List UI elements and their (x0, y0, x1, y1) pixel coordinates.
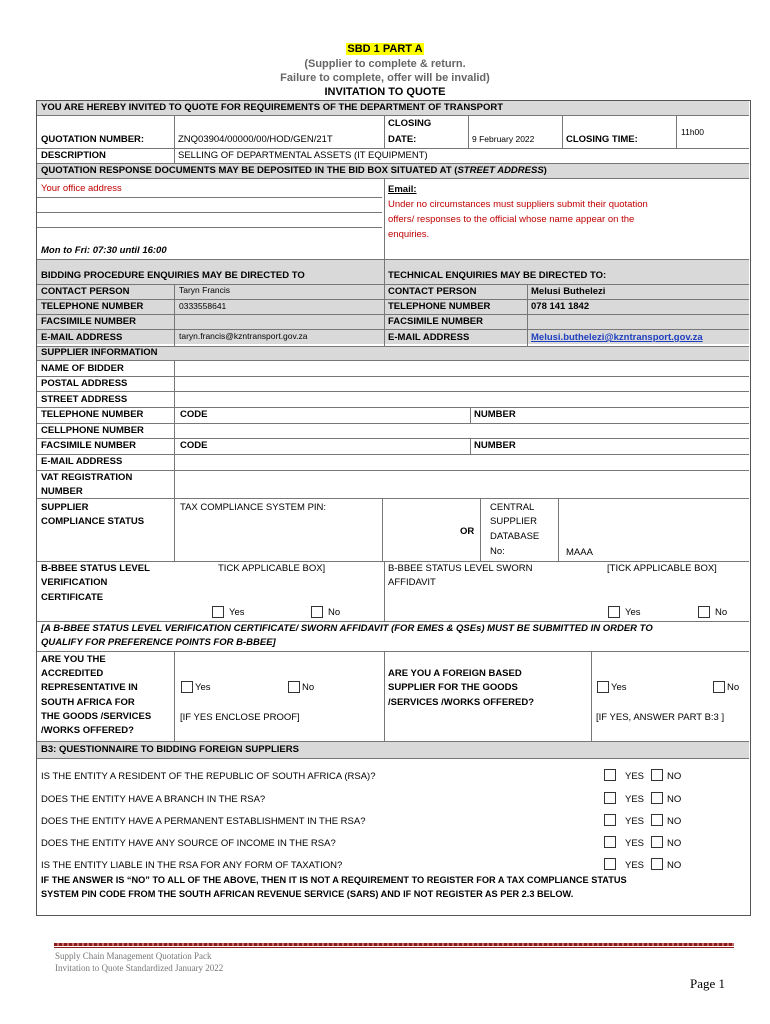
closing-date-label-2: DATE: (388, 134, 417, 145)
question-establishment-yes-checkbox[interactable] (604, 814, 616, 826)
telephone-number-label: NUMBER (474, 409, 516, 420)
bbbee-affidavit-label-2: AFFIDAVIT (388, 577, 436, 588)
question-resident-yes-label: YES (625, 771, 645, 782)
footer-rule (54, 943, 734, 946)
question-resident-yes-checkbox[interactable] (604, 769, 616, 781)
question-taxation: IS THE ENTITY LIABLE IN THE RSA FOR ANY FORM OF TAXATION? (41, 860, 343, 871)
bidding-phone-value: 0333558641 (179, 301, 227, 311)
tech-email-link[interactable]: Melusi.buthelezi@kzntransport.gov.za (531, 332, 703, 343)
email-note-2: offers/ responses to the official whose name appear on the (388, 214, 635, 225)
question-taxation-no-label: NO (667, 860, 682, 871)
bidding-email-value[interactable]: taryn.francis@kzntransport.gov.za (179, 331, 308, 341)
footer-pack-title: Supply Chain Management Quotation Pack (55, 951, 212, 961)
bbbee-affidavit-tick-instruction: [TICK APPLICABLE BOX] (607, 563, 717, 574)
invite-banner: YOU ARE HEREBY INVITED TO QUOTE FOR REQUIREMENTS OF THE DEPARTMENT OF TRANSPORT (41, 102, 504, 113)
bidding-enquiries-header: BIDDING PROCEDURE ENQUIRIES MAY BE DIRECTED TO (41, 270, 305, 281)
accredited-label-2: ACCREDITED (41, 668, 104, 679)
supplier-email-label: E-MAIL ADDRESS (41, 456, 123, 467)
csd-prefix: MAAA (566, 547, 593, 558)
vat-label-2: NUMBER (41, 486, 83, 497)
accredited-label-6: /WORKS OFFERED? (41, 725, 134, 736)
bidding-contact-value: Taryn Francis (179, 285, 231, 295)
closing-date-label: CLOSING (388, 118, 432, 129)
foreign-part-b3-note: [IF YES, ANSWER PART B:3 ] (596, 712, 725, 723)
compliance-label: SUPPLIER (41, 502, 89, 513)
questionnaire-conclusion: IF THE ANSWER IS “NO” TO ALL OF THE ABOVE, THEN IT IS NOT A REQUIREMENT TO REGISTER FOR A TAX COMPLIANCE STATUS (41, 875, 627, 885)
accredited-label-3: REPRESENTATIVE IN (41, 682, 138, 693)
question-income-no-checkbox[interactable] (651, 836, 663, 848)
email-note-3: enquiries. (388, 229, 430, 240)
bbbee-affidavit-yes-checkbox[interactable] (608, 606, 620, 618)
email-note-1: Under no circumstances must suppliers submit their quotation (388, 199, 648, 210)
question-income-yes-label: YES (625, 838, 645, 849)
question-establishment-yes-label: YES (625, 816, 645, 827)
bbbee-cert-yes-checkbox[interactable] (212, 606, 224, 618)
street-address-label: STREET ADDRESS (41, 394, 128, 405)
tech-phone-value: 078 141 1842 (531, 301, 590, 312)
bbbee-cert-label-2: VERIFICATION (41, 577, 108, 588)
form-code: SBD 1 PART A (347, 43, 423, 55)
bbbee-affidavit-yes-label: Yes (625, 607, 641, 618)
bbbee-cert-no-checkbox[interactable] (311, 606, 323, 618)
foreign-no-checkbox[interactable] (713, 681, 725, 693)
foreign-no-label: No (727, 682, 740, 693)
accredited-label: ARE YOU THE (41, 654, 106, 665)
form-subtitle-2: Failure to complete, offer will be invalid) (280, 72, 490, 84)
question-establishment-no-checkbox[interactable] (651, 814, 663, 826)
foreign-supplier-label-3: /SERVICES /WORKS OFFERED? (388, 697, 535, 708)
bidding-contact-label: CONTACT PERSON (41, 286, 130, 297)
technical-enquiries-header: TECHNICAL ENQUIRIES MAY BE DIRECTED TO: (388, 270, 607, 281)
form-subtitle: (Supplier to complete & return. (304, 58, 466, 70)
facsimile-code-label: CODE (180, 440, 208, 451)
email-label: Email: (388, 184, 417, 195)
question-taxation-yes-label: YES (625, 860, 645, 871)
question-taxation-yes-checkbox[interactable] (604, 858, 616, 870)
csd-label: CENTRAL (490, 502, 535, 513)
tax-pin-label: TAX COMPLIANCE SYSTEM PIN: (180, 502, 327, 513)
question-taxation-no-checkbox[interactable] (651, 858, 663, 870)
bbbee-cert-yes-label: Yes (229, 607, 245, 618)
accredited-no-label: No (302, 682, 315, 693)
vat-label: VAT REGISTRATION (41, 472, 133, 483)
tech-contact-label: CONTACT PERSON (388, 286, 477, 297)
question-resident: IS THE ENTITY A RESIDENT OF THE REPUBLIC OF SOUTH AFRICA (RSA)? (41, 771, 376, 782)
accredited-label-5: THE GOODS /SERVICES (41, 711, 152, 722)
bidder-name-label: NAME OF BIDDER (41, 363, 124, 374)
description-label: DESCRIPTION (41, 150, 106, 161)
question-branch-no-label: NO (667, 794, 682, 805)
tech-telephone-label: TELEPHONE NUMBER (388, 301, 491, 312)
bbbee-cert-label-3: CERTIFICATE (41, 592, 104, 603)
tech-facsimile-label: FACSIMILE NUMBER (388, 316, 483, 327)
or-label: OR (460, 526, 475, 537)
bbbee-affidavit-label: B-BBEE STATUS LEVEL SWORN (388, 563, 533, 574)
page-title: INVITATION TO QUOTE (324, 86, 446, 98)
postal-address-label: POSTAL ADDRESS (41, 378, 128, 389)
footer-standard: Invitation to Quote Standardized January 2022 (55, 963, 224, 973)
bbbee-note-2: QUALIFY FOR PREFERENCE POINTS FOR B-BBEE] (41, 637, 276, 648)
deposit-banner: QUOTATION RESPONSE DOCUMENTS MAY BE DEPOSITED IN THE BID BOX SITUATED AT (STREET ADDRESS) (41, 165, 547, 176)
foreign-supplier-label: ARE YOU A FOREIGN BASED (388, 668, 522, 679)
question-establishment-no-label: NO (667, 816, 682, 827)
foreign-supplier-label-2: SUPPLIER FOR THE GOODS (388, 682, 518, 693)
office-hours: Mon to Fri: 07:30 until 16:00 (41, 245, 167, 256)
footer-rule-underline (54, 947, 734, 948)
accredited-yes-label: Yes (195, 682, 211, 693)
question-income: DOES THE ENTITY HAVE ANY SOURCE OF INCOME IN THE RSA? (41, 838, 336, 849)
accredited-proof-note: [IF YES ENCLOSE PROOF] (180, 712, 300, 723)
accredited-no-checkbox[interactable] (288, 681, 300, 693)
bbbee-affidavit-no-label: No (715, 607, 728, 618)
question-resident-no-label: NO (667, 771, 682, 782)
accredited-label-4: SOUTH AFRICA FOR (41, 697, 135, 708)
question-branch-no-checkbox[interactable] (651, 792, 663, 804)
supplier-info-header: SUPPLIER INFORMATION (41, 347, 158, 358)
tech-email-label: E-MAIL ADDRESS (388, 332, 470, 343)
question-establishment: DOES THE ENTITY HAVE A PERMANENT ESTABLISHMENT IN THE RSA? (41, 816, 366, 827)
question-branch: DOES THE ENTITY HAVE A BRANCH IN THE RSA? (41, 794, 266, 805)
description-value: SELLING OF DEPARTMENTAL ASSETS (IT EQUIPMENT) (178, 150, 428, 161)
accredited-yes-checkbox[interactable] (181, 681, 193, 693)
closing-time-label: CLOSING TIME: (566, 134, 638, 145)
bbbee-affidavit-no-checkbox[interactable] (698, 606, 710, 618)
supplier-facsimile-label: FACSIMILE NUMBER (41, 440, 136, 451)
bidding-email-label: E-MAIL ADDRESS (41, 332, 123, 343)
question-income-yes-checkbox[interactable] (604, 836, 616, 848)
question-branch-yes-label: YES (625, 794, 645, 805)
bbbee-cert-label: B-BBEE STATUS LEVEL (41, 563, 150, 574)
tech-contact-value: Melusi Buthelezi (531, 286, 606, 297)
page-number: Page 1 (690, 976, 726, 991)
foreign-yes-checkbox[interactable] (597, 681, 609, 693)
facsimile-number-label: NUMBER (474, 440, 516, 451)
question-income-no-label: NO (667, 838, 682, 849)
bbbee-cert-no-label: No (328, 607, 341, 618)
bidding-telephone-label: TELEPHONE NUMBER (41, 301, 144, 312)
question-branch-yes-checkbox[interactable] (604, 792, 616, 804)
csd-label-2: SUPPLIER (490, 516, 537, 527)
telephone-code-label: CODE (180, 409, 208, 420)
compliance-label-2: COMPLIANCE STATUS (41, 516, 145, 527)
bbbee-tick-instruction: TICK APPLICABLE BOX] (218, 563, 326, 574)
questionnaire-header: B3: QUESTIONNAIRE TO BIDDING FOREIGN SUPPLIERS (41, 744, 299, 755)
question-resident-no-checkbox[interactable] (651, 769, 663, 781)
foreign-yes-label: Yes (611, 682, 627, 693)
supplier-telephone-label: TELEPHONE NUMBER (41, 409, 144, 420)
office-address: Your office address (41, 183, 122, 194)
bbbee-note: [A B-BBEE STATUS LEVEL VERIFICATION CERTIFICATE/ SWORN AFFIDAVIT (FOR EMES & QSEs) MUST BE SUBMITTED IN ORDER TO (41, 623, 653, 634)
closing-date-value: 9 February 2022 (472, 134, 535, 144)
csd-label-3: DATABASE (490, 531, 540, 542)
bidding-facsimile-label: FACSIMILE NUMBER (41, 316, 136, 327)
csd-label-4: No: (490, 546, 505, 557)
closing-time-value: 11h00 (681, 127, 705, 137)
quotation-number-label: QUOTATION NUMBER: (41, 134, 145, 145)
supplier-cellphone-label: CELLPHONE NUMBER (41, 425, 144, 436)
questionnaire-conclusion-2: SYSTEM PIN CODE FROM THE SOUTH AFRICAN REVENUE SERVICE (SARS) AND IF NOT REGISTER AS PER 2.3 BELOW. (41, 889, 574, 899)
quotation-number-value: ZNQ03904/00000/00/HOD/GEN/21T (178, 134, 333, 145)
